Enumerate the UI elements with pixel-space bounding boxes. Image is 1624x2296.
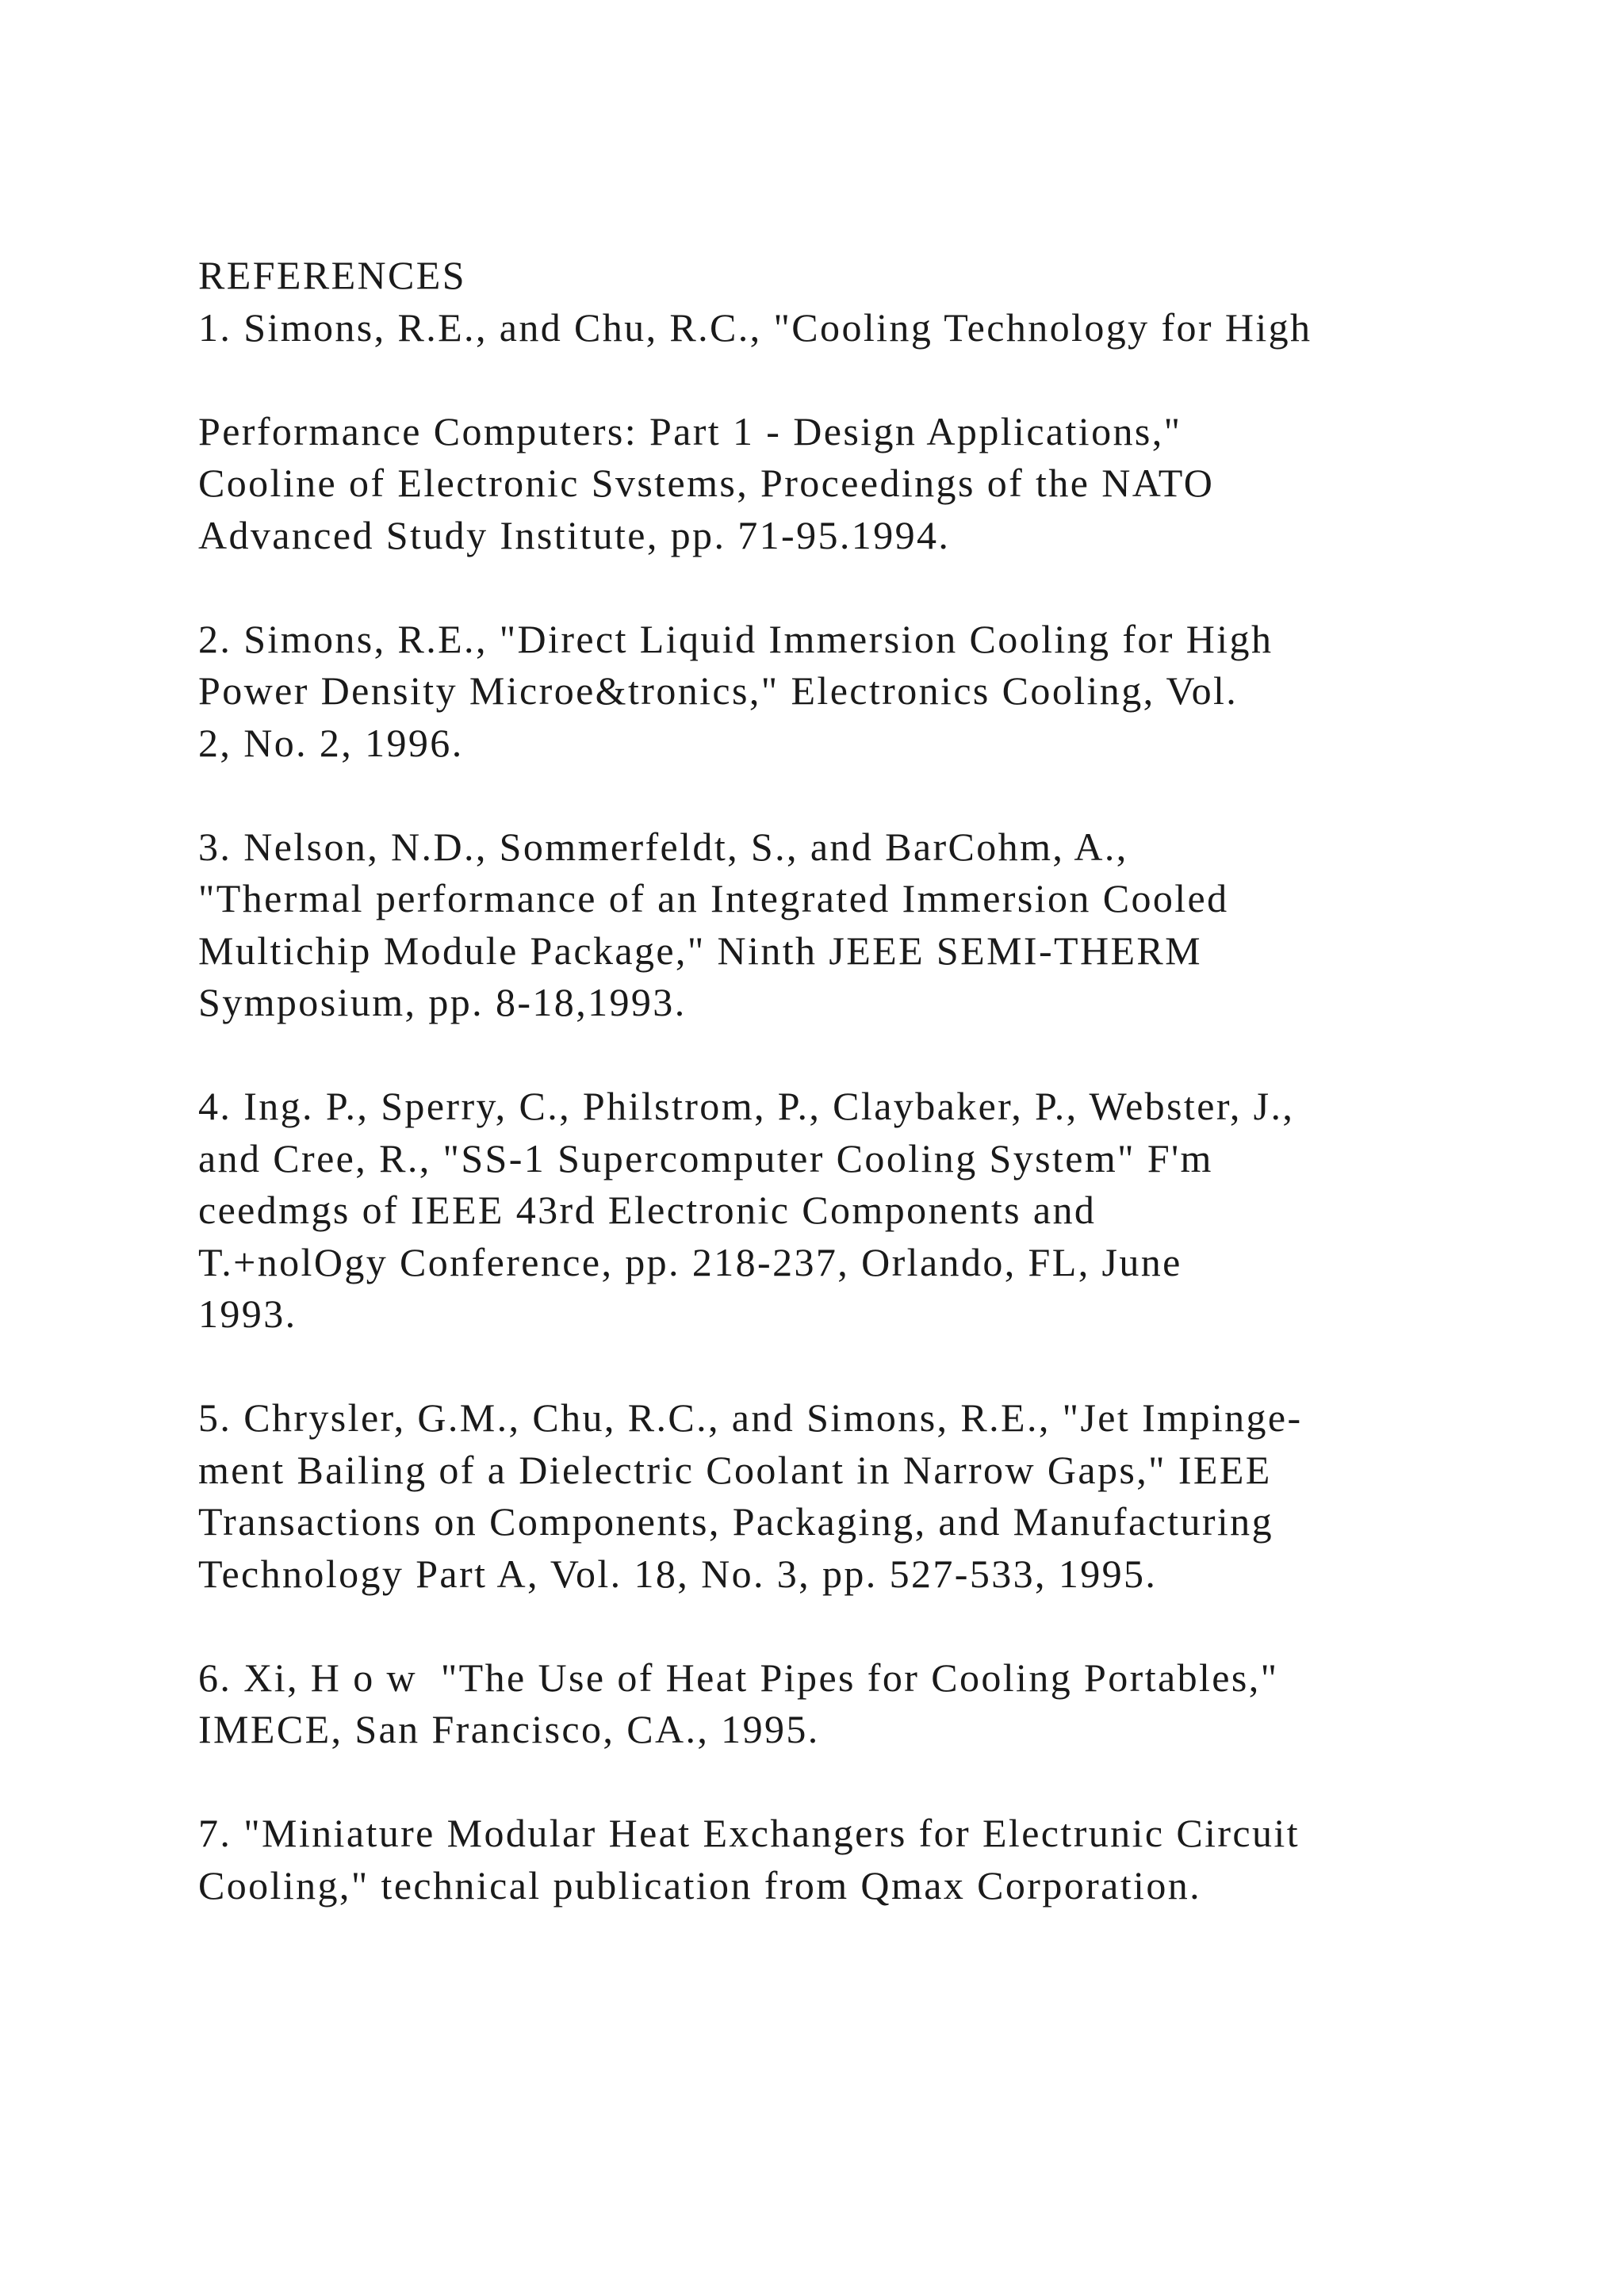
reference-separator [198, 769, 1483, 821]
reference-line: Cooling," technical publication from Qmax Corporation. [198, 1862, 1202, 1908]
reference-separator [198, 561, 1483, 614]
reference-separator [198, 1341, 1483, 1393]
reference-line: IMECE, San Francisco, CA., 1995. [198, 1707, 820, 1751]
reference-2 [198, 614, 1483, 770]
references-section [198, 250, 1483, 1911]
reference-separator [198, 1029, 1483, 1081]
reference-line: Performance Computers: Part 1 - Design Applications," [198, 408, 1182, 453]
reference-4 [198, 1081, 1483, 1341]
reference-line: Multichip Module Package," Ninth JEEE SEMI-THERM [198, 928, 1203, 973]
reference-5 [198, 1392, 1483, 1600]
reference-line: 4. Ing. P., Sperry, C., Philstrom, P., Claybaker, P., Webster, J., [198, 1084, 1295, 1128]
reference-line: Transactions on Components, Packaging, and Manufacturing [198, 1499, 1274, 1544]
reference-line: 1. Simons, R.E., and Chu, R.C., "Cooling Technology for High [198, 304, 1312, 350]
reference-line: 5. Chrysler, G.M., Chu, R.C., and Simons, R.E., "Jet Impinge- [198, 1395, 1303, 1440]
reference-line: 2. Simons, R.E., "Direct Liquid Immersion Cooling for High [198, 616, 1274, 661]
reference-line: Power Density Microe&tronics," Electronics Cooling, Vol. [198, 668, 1239, 713]
reference-line: 7. "Miniature Modular Heat Exchangers for Electrunic Circuit [198, 1811, 1300, 1855]
reference-line: Advanced Study Institute, pp. 71-95.1994. [198, 512, 951, 557]
reference-line: Cooline of Electronic Svstems, Proceedings of the NATO [198, 461, 1215, 505]
reference-separator [198, 1600, 1483, 1652]
reference-line: 2, No. 2, 1996. [198, 720, 464, 765]
references-heading: REFERENCES [198, 253, 466, 297]
blank-line [198, 354, 1483, 406]
reference-6 [198, 1652, 1483, 1756]
reference-line: Symposium, pp. 8-18,1993. [198, 980, 687, 1024]
reference-3 [198, 821, 1483, 1029]
reference-line: "Thermal performance of an Integrated Immersion Cooled [198, 876, 1229, 920]
reference-line: 3. Nelson, N.D., Sommerfeldt, S., and BarCohm, A., [198, 824, 1128, 869]
reference-7 [198, 1808, 1483, 1911]
reference-separator [198, 1756, 1483, 1808]
reference-line: ceedmgs of IEEE 43rd Electronic Components and [198, 1188, 1097, 1232]
reference-line: 6. Xi, H o w "The Use of Heat Pipes for Cooling Portables," [198, 1655, 1279, 1700]
reference-line: T.+nolOgy Conference, pp. 218-237, Orlando, FL, June [198, 1239, 1182, 1284]
reference-line: and Cree, R., "SS-1 Supercomputer Cooling System" F'm [198, 1135, 1213, 1181]
reference-1 [198, 302, 1483, 562]
reference-line: ment Bailing of a Dielectric Coolant in Narrow Gaps," IEEE [198, 1447, 1272, 1492]
reference-line: Technology Part A, Vol. 18, No. 3, pp. 527-533, 1995. [198, 1551, 1158, 1596]
reference-line: 1993. [198, 1292, 297, 1336]
